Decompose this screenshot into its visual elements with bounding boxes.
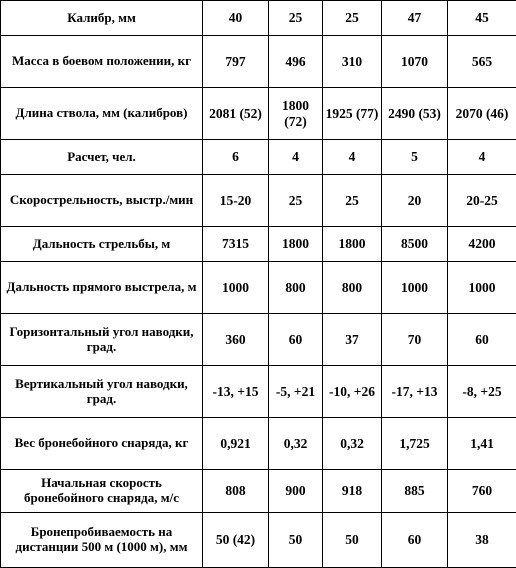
table-cell: 4200	[448, 227, 516, 262]
table-cell: 4	[269, 140, 323, 175]
table-row	[1, 36, 516, 88]
row-label: Калибр, мм	[1, 1, 203, 36]
table-cell: 25	[323, 1, 382, 36]
row-label: Масса в боевом положении, кг	[1, 36, 203, 88]
table-cell: 1000	[448, 262, 516, 314]
table-row	[1, 366, 516, 418]
table-cell: 2081 (52)	[203, 88, 269, 140]
table-cell: 37	[323, 314, 382, 366]
row-label: Скорострельность, выстр./мин	[1, 175, 203, 227]
row-label: Вес бронебойного снаряда, кг	[1, 418, 203, 470]
table-cell: 5	[382, 140, 448, 175]
row-label: Горизонтальный угол наводки, град.	[1, 314, 203, 366]
table-cell: 2070 (46)	[448, 88, 516, 140]
table-cell: 0,32	[269, 418, 323, 470]
table-cell: 797	[203, 36, 269, 88]
table-cell: 25	[269, 175, 323, 227]
table-cell: 900	[269, 470, 323, 513]
table-cell: -10, +26	[323, 366, 382, 418]
table-cell: -5, +21	[269, 366, 323, 418]
table-row	[1, 262, 516, 314]
table-cell: 918	[323, 470, 382, 513]
table-cell: 60	[448, 314, 516, 366]
table-cell: 800	[323, 262, 382, 314]
table-cell: 496	[269, 36, 323, 88]
table-row	[1, 175, 516, 227]
table-cell: 808	[203, 470, 269, 513]
row-label: Расчет, чел.	[1, 140, 203, 175]
table-row	[1, 227, 516, 262]
table-cell: 15-20	[203, 175, 269, 227]
table-cell: 1,41	[448, 418, 516, 470]
table-cell: 45	[448, 1, 516, 36]
table-cell: -13, +15	[203, 366, 269, 418]
row-label: Вертикальный угол наводки, град.	[1, 366, 203, 418]
table-row	[1, 88, 516, 140]
table-cell: 25	[269, 1, 323, 36]
table-cell: 50	[269, 513, 323, 568]
table-cell: 25	[323, 175, 382, 227]
table-cell: 60	[269, 314, 323, 366]
row-label: Дальность стрельбы, м	[1, 227, 203, 262]
table-cell: 4	[323, 140, 382, 175]
table-cell: 1000	[203, 262, 269, 314]
table-cell: 1800	[323, 227, 382, 262]
table-cell: 70	[382, 314, 448, 366]
table-cell: 885	[382, 470, 448, 513]
table-cell: 0,921	[203, 418, 269, 470]
table-cell: 40	[203, 1, 269, 36]
table-cell: 0,32	[323, 418, 382, 470]
table-cell: 50 (42)	[203, 513, 269, 568]
table-cell: 360	[203, 314, 269, 366]
table-cell: 8500	[382, 227, 448, 262]
table-cell: 38	[448, 513, 516, 568]
table-cell: 565	[448, 36, 516, 88]
table-cell: 1800	[269, 227, 323, 262]
table-cell: -17, +13	[382, 366, 448, 418]
table-row	[1, 418, 516, 470]
table-cell: 1800 (72)	[269, 88, 323, 140]
row-label: Длина ствола, мм (калибров)	[1, 88, 203, 140]
table-row	[1, 1, 516, 36]
table-row	[1, 513, 516, 568]
table-cell: 20-25	[448, 175, 516, 227]
table-cell: 6	[203, 140, 269, 175]
table-cell: 1070	[382, 36, 448, 88]
row-label: Бронепробиваемость на дистанции 500 м (1000 м), мм	[1, 513, 203, 568]
table-cell: 310	[323, 36, 382, 88]
table-row	[1, 470, 516, 513]
table-cell: 4	[448, 140, 516, 175]
table-cell: 800	[269, 262, 323, 314]
row-label: Начальная скорость бронебойного снаряда, м/с	[1, 470, 203, 513]
gun-specs-table-body	[1, 1, 516, 568]
table-row	[1, 140, 516, 175]
table-row	[1, 314, 516, 366]
table-cell: 7315	[203, 227, 269, 262]
table-cell: 60	[382, 513, 448, 568]
table-cell: 1,725	[382, 418, 448, 470]
table-cell: 1925 (77)	[323, 88, 382, 140]
table-cell: 1000	[382, 262, 448, 314]
table-cell: 47	[382, 1, 448, 36]
table-cell: 20	[382, 175, 448, 227]
table-cell: 50	[323, 513, 382, 568]
row-label: Дальность прямого выстрела, м	[1, 262, 203, 314]
table-cell: 2490 (53)	[382, 88, 448, 140]
table-cell: -8, +25	[448, 366, 516, 418]
table-cell: 760	[448, 470, 516, 513]
